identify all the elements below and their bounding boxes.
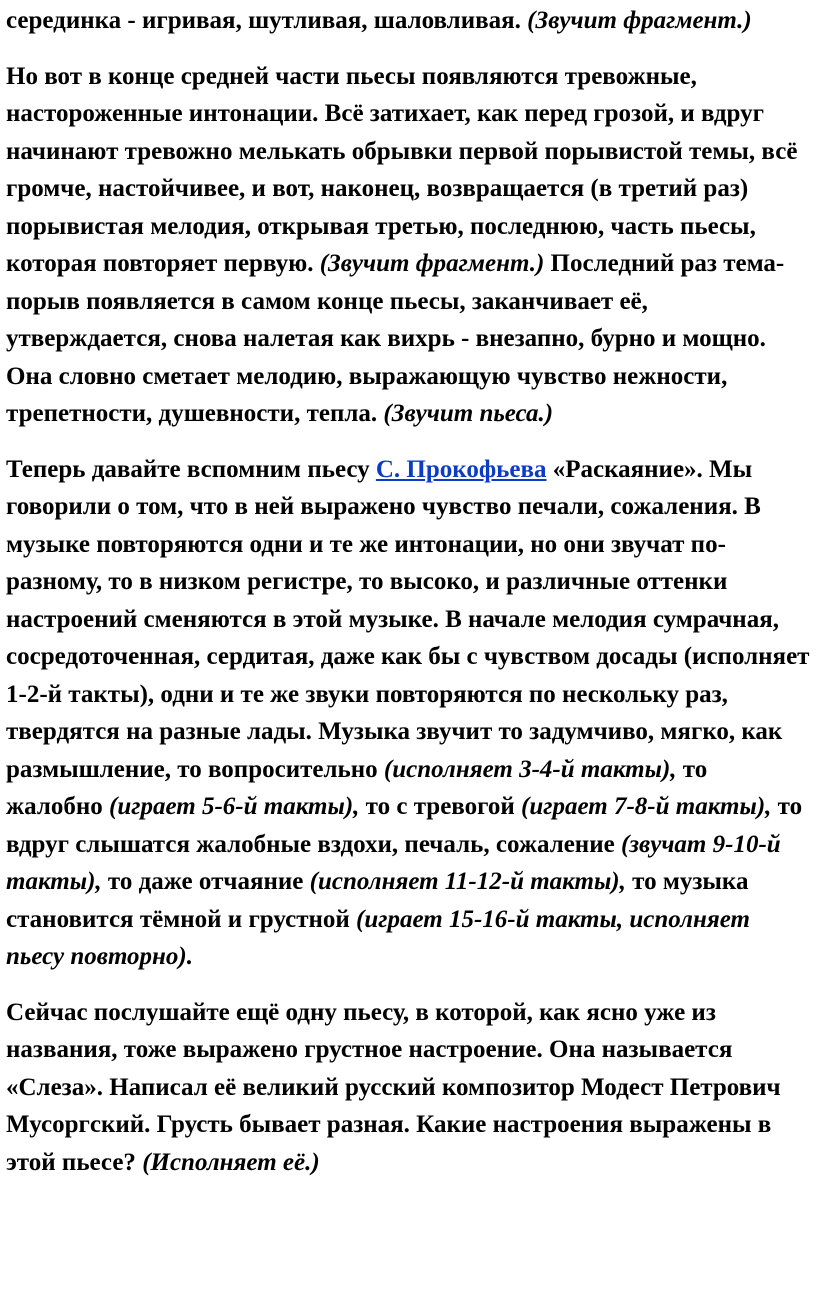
stage-direction: (играет 7-8-й такты), bbox=[521, 793, 772, 820]
paragraph-1 bbox=[6, 2, 810, 40]
paragraph-text: то даже отчаяние bbox=[101, 868, 310, 895]
stage-direction: (Звучит пьеса.) bbox=[383, 400, 554, 427]
paragraph-text: «Раскаяние». Мы говорили о том, что в ней выражено чувство печали, сожаления. В музыке повторяются одни и те же интонации, но они звучат по-разному, то в низком регистре, то высоко, и различные оттенки настроений сменяются в этой музыке. В начале мелодия сумрачная, сосредоточенная, сердитая, даже как бы с чувством досады (исполняет 1-2-й такты), одни и те же звуки повторяются по нескольку раз, твердятся на разные лады. Музыка звучит то задумчиво, мягко, как размышление, то вопросительно bbox=[6, 455, 810, 783]
paragraph-text: серединка - игривая, шутливая, шаловливая. bbox=[6, 7, 528, 34]
stage-direction: (Исполняет её.) bbox=[142, 1148, 320, 1176]
paragraph-2 bbox=[6, 58, 810, 433]
paragraph-3 bbox=[6, 451, 810, 976]
stage-direction: (Звучит фрагмент.) bbox=[527, 7, 752, 34]
paragraph-text: Но вот в конце средней части пьесы появляются тревожные, настороженные интонации. Всё затихает, как перед грозой, и вдруг начинают тревожно мелькать обрывки первой порывистой темы, всё громче, настойчивее, и вот, наконец, возвращается (в третий раз) порывистая мелодия, открывая третью, последнюю, часть пьесы, которая повторяет первую. bbox=[6, 62, 798, 277]
stage-direction: (играет 5-6-й такты), bbox=[109, 793, 360, 820]
stage-direction: (исполняет 3-4-й такты), bbox=[383, 755, 677, 783]
stage-direction: (исполняет 11-12-й такты), bbox=[309, 868, 626, 895]
paragraph-text: Теперь давайте вспомним пьесу bbox=[6, 455, 376, 483]
paragraph-text: Последний раз тема-порыв появляется в самом конце пьесы, заканчивает её, утверждается, снова налетая как вихрь - внезапно, бурно и мощно. Она словно сметает мелодию, выражающую чувство нежности, трепетности, душевности, тепла. bbox=[6, 250, 785, 427]
paragraph-text: то с тревогой bbox=[359, 793, 522, 820]
stage-direction: (Звучит фрагмент.) bbox=[319, 250, 545, 277]
paragraph-text: то вдруг слышатся жалобные вздохи, печаль, сожаление bbox=[6, 793, 803, 858]
prokofiev-link[interactable]: С. Прокофьева bbox=[375, 455, 547, 483]
paragraph-text: то жалобно bbox=[6, 755, 708, 820]
stage-direction: (звучат 9-10-й такты), bbox=[6, 830, 781, 895]
stage-direction: (играет 15-16-й такты, исполняет пьесу повторно). bbox=[6, 905, 750, 970]
paragraph-text: Сейчас послушайте ещё одну пьесу, в которой, как ясно уже из названия, тоже выражено грустное настроение. Она называется «Слеза». Написал её великий русский композитор Модест Петрович Мусоргский. Грусть бывает разная. Какие настроения выражены в этой пьесе? bbox=[6, 998, 781, 1176]
paragraph-text: то музыка становится тёмной и грустной bbox=[6, 868, 749, 933]
paragraph-4 bbox=[6, 994, 810, 1182]
